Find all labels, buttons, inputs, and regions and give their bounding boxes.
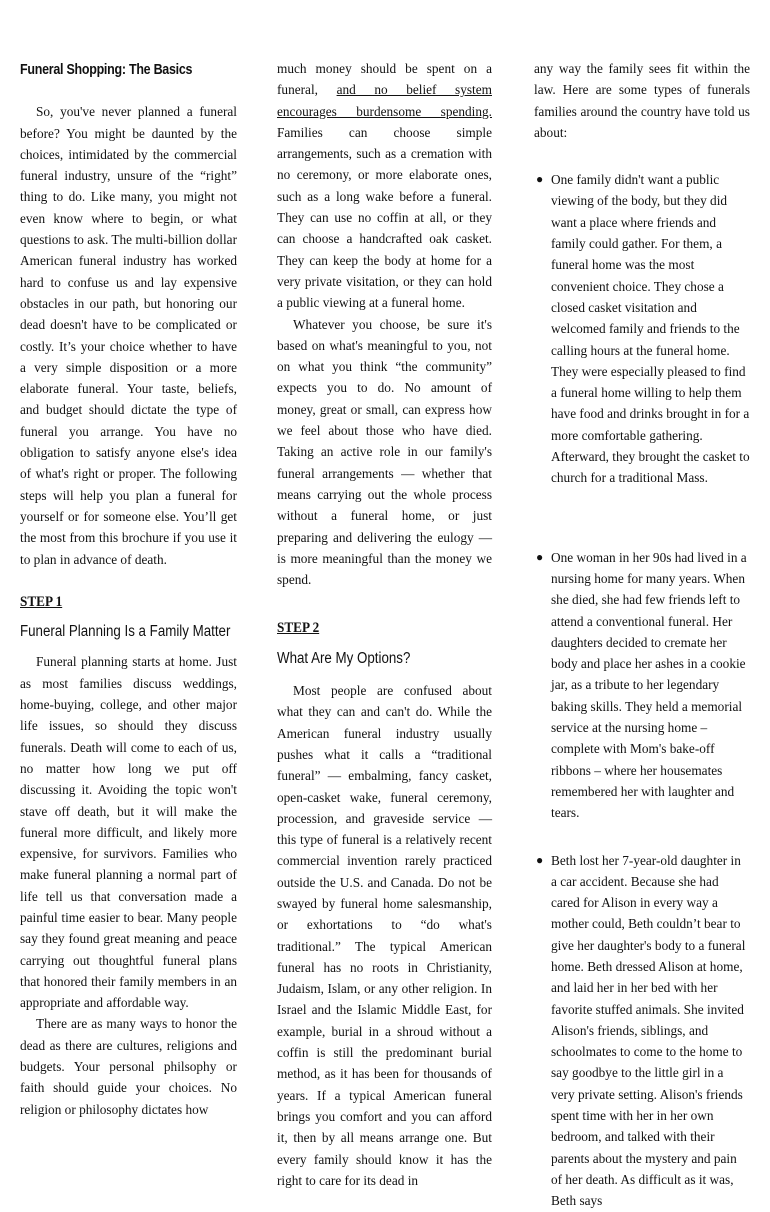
step-2-paragraph-1: Most people are confused about what they can and can't do. While the American funeral industry usually pushes what it calls a “traditional funeral” — embalming, fancy casket, open-casket wake, funeral ceremony, procession, and graveside service — this type of funeral is a relatively recent commercial invention rarely practiced outside the U.S. and Canada. Do not be swayed by funeral home salesmanship, or exhortations to “do what's traditional.” The typical American funeral has no roots in Christianity, Judaism, Islam, or any other religion. In Israel and the Islamic Middle East, for example, burial in a shroud without a coffin is still the predominant burial method, as it has been for thousands of years. If a typical American funeral brings you comfort and you can afford it, then by all means arrange one. But every family should know it has the right to care for its dead in (277, 683, 492, 1188)
continued-text: much money should be spent on a funeral, (277, 61, 492, 98)
continued-text-b: Families can choose simple arrangements, such as a cremation with no ceremony, or more elaborate ones, such as a long wake before a funeral. They can use no coffin at all, or they can choose a handcrafted oak casket. They can keep the body at home for a very private visitation, or they can hold a public viewing at a funeral home. (277, 124, 492, 311)
list-item-text: One family didn't want a public viewing of the body, but they did want a place where friends and family could gather. For them, a funeral home was the most convenient choice. They chose a closed casket visitation and welcomed family and friends to the calling hours at the funeral home. They were especially pleased to find a funeral home willing to help them have food and drinks brought in for a more comfortable gathering. Afterward, they brought the casket to church for a traditional Mass. (551, 172, 750, 486)
step-2-heading: What Are My Options? (277, 649, 411, 667)
step-1-paragraph-2-continued (277, 58, 492, 314)
step-2-label: STEP 2 (277, 620, 320, 637)
list-item-text: One woman in her 90s had lived in a nursing home for many years. When she died, she had few friends left to attend a conventional funeral. Her daughters decided to cremate her body and place her ashes in a cookie jar, as a tribute to her legendary baking skills. They held a memorial service at the nursing home – complete with Mom's bake-off ribbons – where her housemates remembered her with laughter and tears. (551, 549, 747, 821)
intro-paragraph: So, you've never planned a funeral before? You might be daunted by the choices, intimidated by the commercial funeral industry, unsure of the “right” thing to do. Like many, you might not even know where to begin, or what questions to ask. The multi-billion dollar American funeral industry has worked hard to confuse us and lay expensive obstacles in our path, but honoring our dead doesn't have to be complicated or costly. It’s your choice whether to have a very simple disposition or a more elaborate funeral. Your taste, beliefs, and budget should dictate the type of funeral you arrange. You have no obligation to satisfy anyone else's idea of what's right or proper. The following steps will help you plan a funeral for yourself or for someone else. You’ll get the most from this brochure if you use it to plan in advance of death. (20, 104, 237, 567)
column-3 (534, 58, 750, 1212)
step-1-paragraph-2: There are as many ways to honor the dead as there are cultures, religions and budgets. Your personal philsophy or faith should guide your choices. No religion or philosophy dictates how (20, 1016, 237, 1117)
bullet-icon: ● (536, 852, 544, 867)
step-1-heading: Funeral Planning Is a Family Matter (20, 623, 231, 641)
examples-list (534, 169, 750, 1211)
step-1-label: STEP 1 (20, 593, 63, 610)
list-item (534, 169, 750, 488)
column-1 (20, 58, 237, 1120)
bullet-icon: ● (536, 172, 544, 187)
document-title: Funeral Shopping: The Basics (20, 62, 193, 78)
bullet-icon: ● (536, 549, 544, 564)
list-item (534, 547, 750, 824)
step-2-paragraph-1-continued: any way the family sees fit within the law. Here are some types of funerals families around the country have told us about: (534, 61, 750, 140)
underlined-text: and no belief system encourages burdensome spending. (277, 82, 492, 119)
step-1-paragraph-1: Funeral planning starts at home. Just as most families discuss weddings, home-buying, college, and other major life issues, so should they discuss funerals. Death will come to each of us, no matter how long we put off discussing it. Avoiding the topic won't stave off death, but it will make the funeral more difficult, and likely more expensive, for survivors. Families who make funeral planning a normal part of life tell us that conversation made a painful time easier to bear. Many people say they found great meaning and peace carrying out thoughtful funeral plans that honored their family members in an appropriate and affordable way. (20, 654, 237, 1011)
list-item-text: Beth lost her 7-year-old daughter in a car accident. Because she had cared for Alison in every way a mother could, Beth couldn’t bear to give her daughter's body to a funeral home. Beth dressed Alison at home, and laid her in her bed with her favorite stuffed animals. She invited Alison's friends, siblings, and schoolmates to come to the home to say goodbye to the little girl in a very private setting. Alison's friends spent time with her in her own bedroom, and talked with their parents about the mystery and pain of her death. As difficult as it was, Beth says (551, 852, 746, 1209)
list-item (534, 850, 750, 1212)
step-1-paragraph-3: Whatever you choose, be sure it's based on what's meaningful to you, not on what you think “the community” expects you to do. No amount of money, great or small, can express how we feel about those who have died. Taking an active role in our family's funeral arrangements — whether that means carrying out the whole process without a funeral home, or just preparing and delivering the eulogy — is more meaningful than the money we spend. (277, 316, 492, 588)
column-2 (277, 58, 492, 1191)
